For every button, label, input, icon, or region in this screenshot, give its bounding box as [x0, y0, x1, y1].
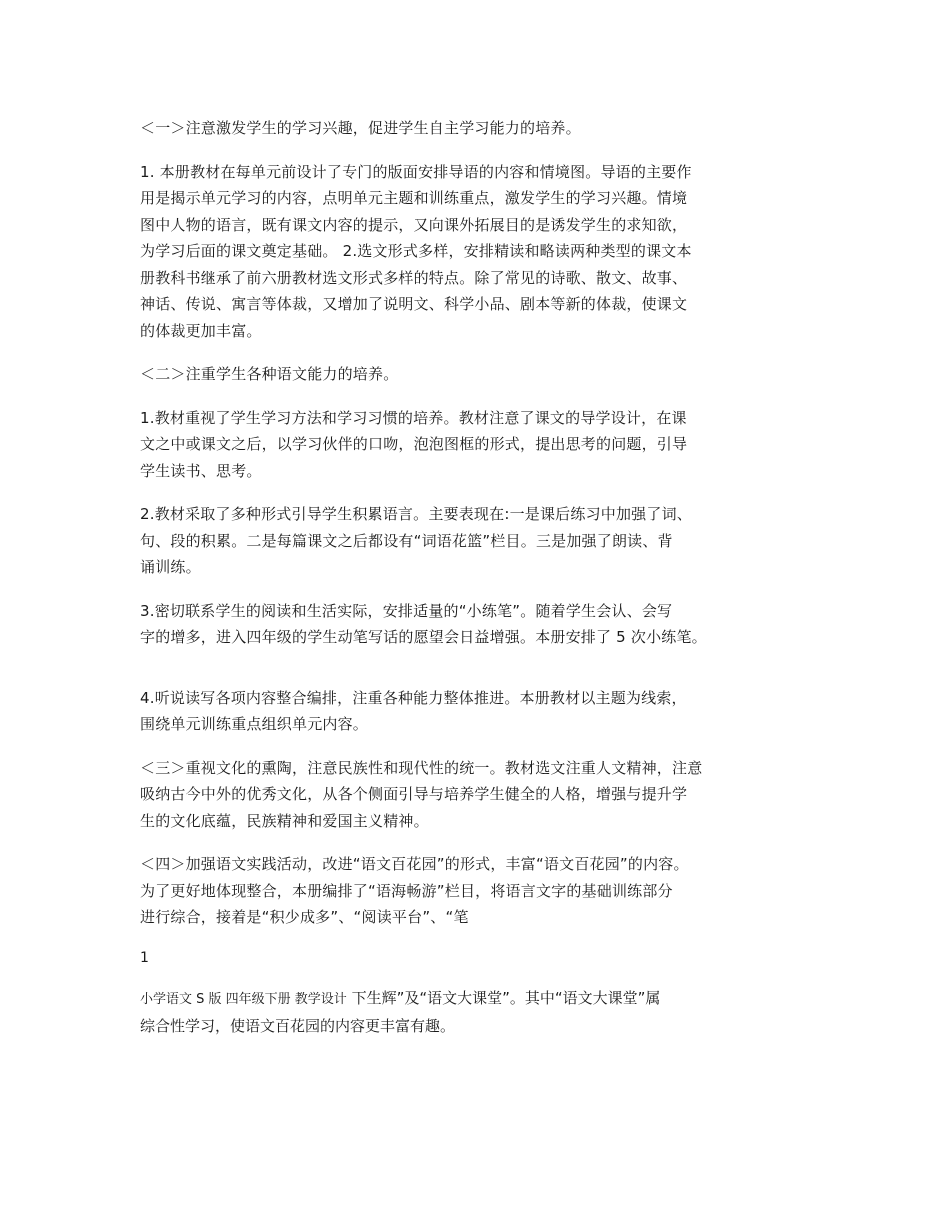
text-line: 句、段的积累。二是每篇课文之后都设有“词语花篮”栏目。三是加强了朗读、背	[140, 531, 673, 550]
paragraph-2	[140, 405, 820, 485]
text-line: 1.教材重视了学生学习方法和学习习惯的培养。教材注意了课文的导学设计，在课	[140, 408, 687, 427]
paragraph-5	[140, 685, 820, 738]
text-line: 为学习后面的课文奠定基础。 2.选文形式多样，安排精读和略读两种类型的课文本	[140, 242, 692, 260]
text-line: 生的文化底蕴，民族精神和爱国主义精神。	[140, 811, 429, 830]
text-line: 1. 本册教材在每单元前设计了专门的版面安排导语的内容和情境图。导语的主要作	[140, 162, 692, 181]
text-line: 围绕单元训练重点组织单元内容。	[140, 715, 369, 733]
text-line: 用是揭示单元学习的内容，点明单元主题和训练重点，激发学生的学习兴趣。情境	[140, 189, 688, 207]
text-line: ＜四＞加强语文实践活动，改进“语文百花园”的形式，丰富“语文百花园”的内容。	[140, 855, 689, 873]
text-line: 为了更好地体现整合，本册编排了“语海畅游”栏目，将语言文字的基础训练部分	[140, 881, 673, 900]
text-line: 4.听说读写各项内容整合编排，注重各种能力整体推进。本册教材以主题为线索，	[140, 688, 687, 707]
text-line: 神话、传说、寓言等体裁，又增加了说明文、科学小品、剧本等新的体裁，使课文	[140, 295, 688, 313]
text-line: 图中人物的语言，既有课文内容的提示，又向课外拓展目的是诱发学生的求知欲，	[140, 215, 688, 234]
paragraph-3	[140, 501, 820, 581]
text-line: ＜一＞注意激发学生的学习兴趣，促进学生自主学习能力的培养。	[140, 119, 581, 137]
text-line: 下生辉”及“语文大课堂”。其中“语文大课堂”属	[346, 988, 661, 1007]
text-line: 3.密切联系学生的阅读和生活实际，安排适量的“小练笔”。随着学生会认、会写	[140, 601, 673, 620]
running-header-label: 小学语文 S 版 四年级下册 教学设计	[140, 991, 347, 1007]
paragraph-4	[140, 598, 820, 651]
section-heading-4	[140, 851, 820, 931]
text-line: 文之中或课文之后，以学习伙伴的口吻，泡泡图框的形式，提出思考的问题，引导	[140, 435, 688, 453]
text-line: 的体裁更加丰富。	[140, 321, 262, 340]
page-number: 1	[140, 949, 149, 966]
page-footer	[140, 985, 820, 1039]
paragraph-1	[140, 159, 820, 345]
text-line: 吸纳古今中外的优秀文化，从各个侧面引导与培养学生健全的人格，增强与提升学	[140, 785, 688, 803]
section-heading-2	[140, 361, 820, 388]
text-line: 综合性学习，使语文百花园的内容更丰富有趣。	[140, 1016, 456, 1035]
document-page	[140, 115, 820, 1039]
text-line: ＜三＞重视文化的熏陶，注意民族性和现代性的统一。教材选文注重人文精神，注意	[140, 758, 703, 777]
section-heading-3	[140, 755, 820, 835]
text-line: 字的增多，进入四年级的学生动笔写话的愿望会日益增强。本册安排了 5 次小练笔。	[140, 628, 707, 646]
section-heading-1	[140, 115, 820, 142]
text-line: 册教科书继承了前六册教材选文形式多样的特点。除了常见的诗歌、散文、故事、	[140, 268, 688, 287]
text-line: 诵训练。	[140, 558, 201, 576]
text-line: 进行综合，接着是“积少成多”、“阅读平台”、“笔	[140, 908, 469, 926]
text-line: ＜二＞注重学生各种语文能力的培养。	[140, 365, 399, 383]
text-line: 2.教材采取了多种形式引导学生积累语言。主要表现在:一是课后练习中加强了词、	[140, 505, 692, 523]
text-line: 学生读书、思考。	[140, 461, 262, 480]
